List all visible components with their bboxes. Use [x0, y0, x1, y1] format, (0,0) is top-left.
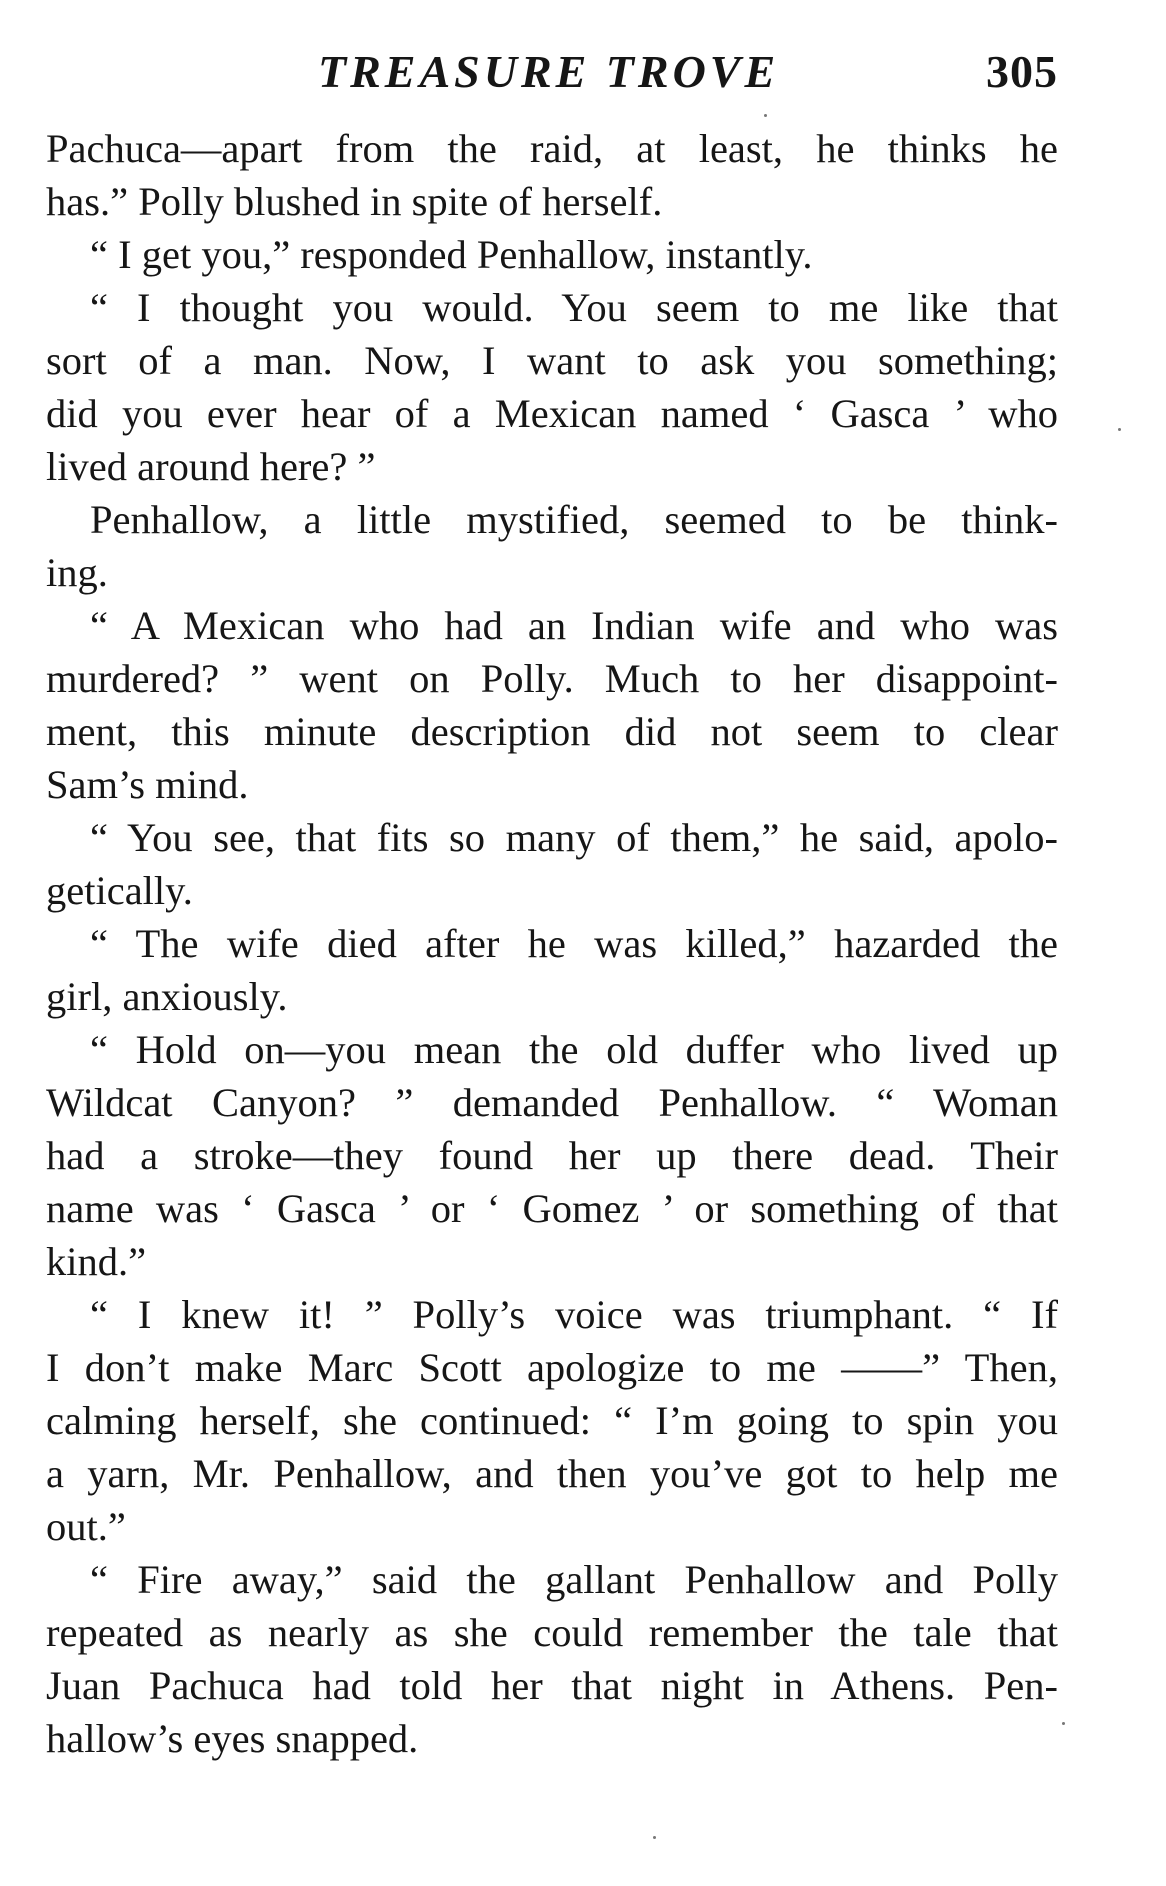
text-line: “ A Mexican who had an Indian wife and who was [90, 603, 1058, 648]
page-header [46, 42, 1058, 102]
text-line: Penhallow, a little mystified, seemed to be think- [90, 497, 1058, 542]
text-line: ing. [46, 550, 108, 595]
text-line: girl, anxiously. [46, 974, 288, 1019]
text-line: did you ever hear of a Mexican named ‘ Gasca ’ who [46, 391, 1058, 436]
scan-speck [1118, 428, 1121, 431]
text-line: “ I get you,” responded Penhallow, instantly. [90, 232, 813, 277]
text-line: murdered? ” went on Polly. Much to her disappoint- [46, 656, 1058, 701]
text-line: “ I thought you would. You seem to me like that [90, 285, 1058, 330]
text-line: a yarn, Mr. Penhallow, and then you’ve got to help me [46, 1451, 1058, 1496]
text-line: “ You see, that fits so many of them,” he said, apolo- [90, 815, 1058, 860]
text-line: out.” [46, 1504, 126, 1549]
text-line: repeated as nearly as she could remember the tale that [46, 1610, 1058, 1655]
body-text [46, 122, 1058, 1765]
text-line: hallow’s eyes snapped. [46, 1716, 419, 1761]
text-line: “ I knew it! ” Polly’s voice was triumphant. “ If [90, 1292, 1058, 1337]
text-line: ment, this minute description did not seem to clear [46, 709, 1058, 754]
page-number: 305 [986, 46, 1058, 97]
text-line: lived around here? ” [46, 444, 376, 489]
running-title: TREASURE TROVE [318, 46, 780, 97]
text-line: name was ‘ Gasca ’ or ‘ Gomez ’ or something of that [46, 1186, 1058, 1231]
text-line: I don’t make Marc Scott apologize to me ——” Then, [46, 1345, 1058, 1390]
text-line: sort of a man. Now, I want to ask you something; [46, 338, 1058, 383]
text-line: Wildcat Canyon? ” demanded Penhallow. “ Woman [46, 1080, 1058, 1125]
scan-speck [653, 1836, 656, 1839]
text-line: “ Hold on—you mean the old duffer who lived up [90, 1027, 1058, 1072]
text-line: calming herself, she continued: “ I’m going to spin you [46, 1398, 1058, 1443]
scan-speck [1062, 1722, 1065, 1725]
text-line: Pachuca—apart from the raid, at least, he thinks he [46, 126, 1058, 171]
text-line: Juan Pachuca had told her that night in Athens. Pen- [46, 1663, 1058, 1708]
text-line: getically. [46, 868, 193, 913]
text-line: has.” Polly blushed in spite of herself. [46, 179, 663, 224]
text-line: “ The wife died after he was killed,” hazarded the [90, 921, 1058, 966]
scan-speck [764, 114, 767, 117]
text-line: kind.” [46, 1239, 147, 1284]
text-line: “ Fire away,” said the gallant Penhallow and Polly [90, 1557, 1058, 1602]
text-line: had a stroke—they found her up there dead. Their [46, 1133, 1058, 1178]
text-line: Sam’s mind. [46, 762, 249, 807]
